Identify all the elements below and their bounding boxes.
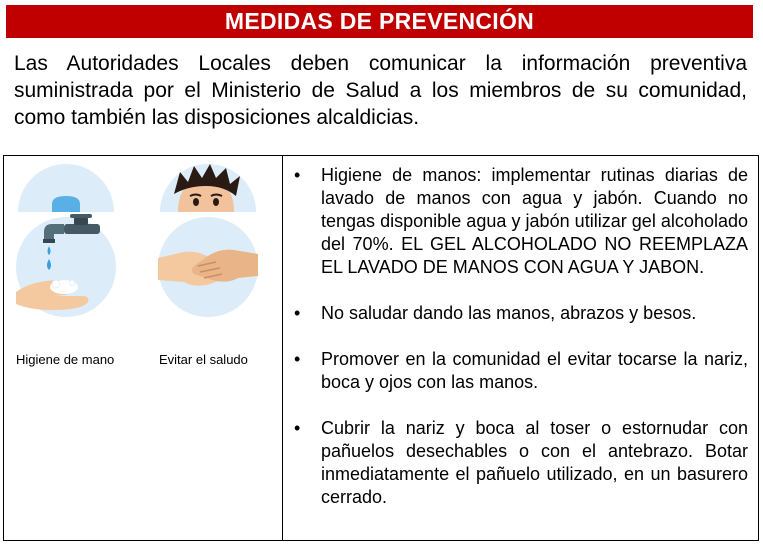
bullet-icon: •	[294, 349, 301, 369]
bullet-icon: •	[294, 303, 301, 323]
section-banner	[6, 5, 753, 38]
measures-column	[290, 164, 748, 509]
bullet-icon: •	[294, 418, 301, 438]
measures-list	[290, 164, 748, 509]
bullet-icon: •	[294, 165, 301, 185]
list-item	[290, 164, 748, 279]
measure-text: Cubrir la nariz y boca al toser o estornudar con pañuelos desechables o con el antebrazo. Botar inmediatamente el pañuelo utilizado, en un basurero cerrado.	[321, 418, 748, 507]
handshake-icon	[154, 162, 260, 322]
caption-hand-hygiene: Higiene de mano	[16, 352, 115, 367]
measure-text: Higiene de manos: implementar rutinas diarias de lavado de manos con agua y jabón. Cuando no tengas disponible agua y jabón utilizar gel alcoholado del 70%. EL GEL ALCOHOLADO NO REEMPLAZA EL LAVADO DE MANOS CON AGUA Y JABON.	[321, 165, 748, 277]
measures-table	[3, 155, 759, 541]
list-item	[290, 417, 748, 509]
measure-text: No saludar dando las manos, abrazos y besos.	[321, 303, 697, 323]
illustrations-column	[4, 156, 282, 540]
handwashing-faucet-icon	[12, 162, 118, 322]
list-item	[290, 302, 748, 325]
column-divider	[282, 156, 283, 540]
measure-text: Promover en la comunidad el evitar tocarse la nariz, boca y ojos con las manos.	[321, 349, 748, 392]
intro-paragraph: Las Autoridades Locales deben comunicar la información preventiva suministrada por el Ministerio de Salud a los miembros de su comunidad, como también las disposiciones alcaldicias.	[14, 52, 747, 129]
banner-title: MEDIDAS DE PREVENCIÓN	[224, 8, 535, 34]
list-item	[290, 348, 748, 394]
caption-avoid-greeting: Evitar el saludo	[159, 352, 248, 367]
